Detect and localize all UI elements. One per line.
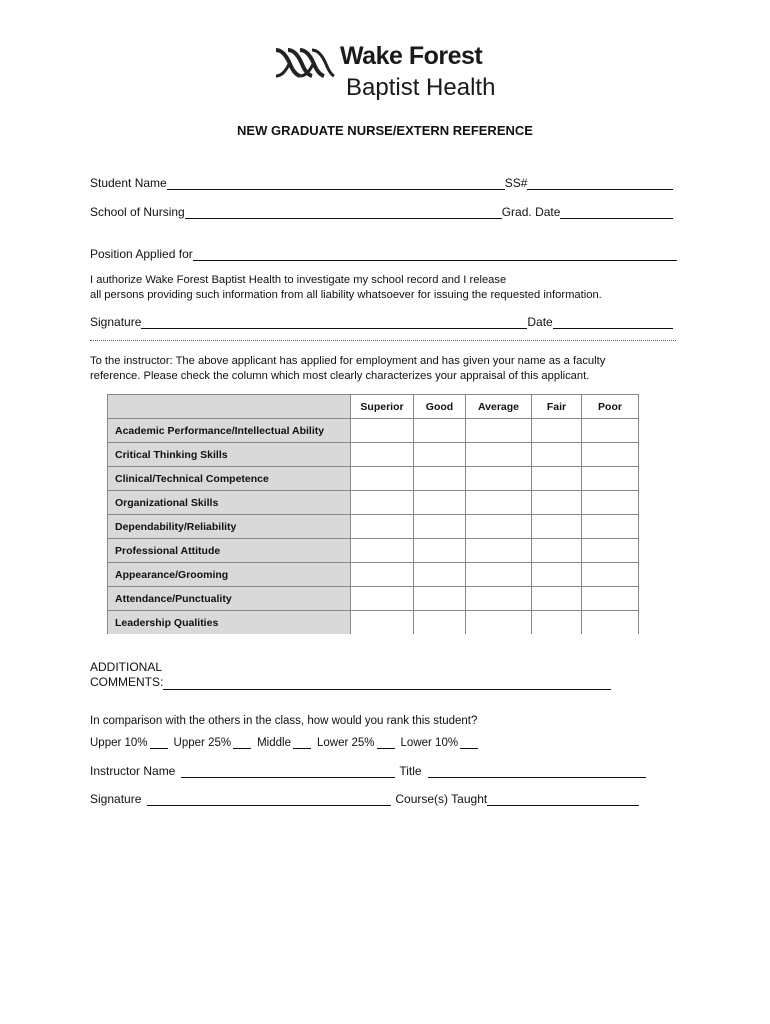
row-label: Critical Thinking Skills: [108, 443, 351, 467]
instructor-signature-label: Signature: [90, 792, 142, 806]
ss-field[interactable]: [527, 177, 673, 190]
table-row: [108, 587, 639, 611]
ranking-question: In comparison with the others in the class, how would you rank this student?: [90, 715, 478, 727]
rating-cell[interactable]: [414, 611, 466, 635]
table-row: [108, 419, 639, 443]
school-label: School of Nursing: [90, 205, 185, 219]
rating-cell[interactable]: [466, 539, 532, 563]
rating-cell[interactable]: [351, 419, 414, 443]
instructor-name-label: Instructor Name: [90, 764, 176, 778]
rating-cell[interactable]: [466, 467, 532, 491]
rating-cell[interactable]: [532, 467, 582, 491]
logo-wordmark-line1: Wake Forest: [340, 42, 483, 70]
rating-cell[interactable]: [414, 491, 466, 515]
table-row: [108, 539, 639, 563]
comments-label-line2: COMMENTS:: [90, 675, 164, 689]
school-row: [90, 203, 673, 219]
rank-option-label: Lower 25%: [316, 737, 375, 749]
rating-cell[interactable]: [582, 443, 639, 467]
courses-taught-label: Course(s) Taught: [395, 792, 488, 806]
rating-cell[interactable]: [466, 563, 532, 587]
rating-cell[interactable]: [532, 443, 582, 467]
student-name-label: Student Name: [90, 176, 167, 190]
table-header-row: [108, 395, 639, 419]
rating-cell[interactable]: [582, 467, 639, 491]
rating-cell[interactable]: [414, 587, 466, 611]
school-field[interactable]: [185, 206, 502, 219]
row-label: Attendance/Punctuality: [108, 587, 351, 611]
rating-cell[interactable]: [532, 419, 582, 443]
rating-cell[interactable]: [351, 587, 414, 611]
rating-cell[interactable]: [466, 611, 532, 635]
rating-cell[interactable]: [414, 419, 466, 443]
rating-cell[interactable]: [414, 563, 466, 587]
rating-cell[interactable]: [582, 491, 639, 515]
student-name-row: [90, 174, 673, 190]
rank-option-label: Upper 10%: [90, 737, 148, 749]
instructor-name-field[interactable]: [181, 765, 395, 778]
position-row: [90, 245, 677, 261]
col-superior: Superior: [351, 395, 414, 419]
rating-cell[interactable]: [582, 587, 639, 611]
rating-table: [107, 394, 639, 634]
rank-option-label: Middle: [257, 737, 291, 749]
rank-option-label: Upper 25%: [173, 737, 232, 749]
rating-cell[interactable]: [414, 443, 466, 467]
instructor-signature-field[interactable]: [147, 793, 391, 806]
instructor-title-label: Title: [399, 764, 422, 778]
col-average: Average: [466, 395, 532, 419]
rating-cell[interactable]: [532, 611, 582, 635]
table-row: [108, 491, 639, 515]
grad-date-label: Grad. Date: [501, 205, 561, 219]
instructor-title-field[interactable]: [428, 765, 646, 778]
rating-cell[interactable]: [351, 611, 414, 635]
rating-cell[interactable]: [582, 563, 639, 587]
table-row: [108, 563, 639, 587]
rating-cell[interactable]: [466, 491, 532, 515]
wfb-logo-mark-icon: [274, 46, 336, 80]
date-field[interactable]: [553, 316, 673, 329]
comments-field[interactable]: [163, 677, 611, 690]
table-row: [108, 611, 639, 635]
row-label: Organizational Skills: [108, 491, 351, 515]
rank-option-field[interactable]: [233, 736, 251, 749]
rank-option-field[interactable]: [150, 736, 168, 749]
table-corner: [108, 395, 351, 419]
col-good: Good: [414, 395, 466, 419]
row-label: Leadership Qualities: [108, 611, 351, 635]
applicant-signature-row: [90, 313, 673, 329]
row-label: Dependability/Reliability: [108, 515, 351, 539]
ss-label: SS#: [504, 176, 528, 190]
signature-label: Signature: [90, 315, 142, 329]
courses-taught-field[interactable]: [487, 793, 639, 806]
position-field[interactable]: [193, 248, 677, 261]
rating-cell[interactable]: [532, 515, 582, 539]
row-label: Academic Performance/Intellectual Ability: [108, 419, 351, 443]
authorization-text: I authorize Wake Forest Baptist Health to investigate my school record and I release all persons providing such information from all liability whatsoever for issuing the requested information.: [90, 274, 602, 301]
logo-wordmark-line2: Baptist Health: [346, 74, 496, 101]
rating-cell[interactable]: [414, 539, 466, 563]
instructor-signature-row: [90, 790, 639, 806]
rating-cell[interactable]: [532, 563, 582, 587]
rating-cell[interactable]: [466, 419, 532, 443]
row-label: Clinical/Technical Competence: [108, 467, 351, 491]
instructor-name-row: [90, 762, 646, 778]
additional-comments: [90, 660, 611, 690]
rating-cell[interactable]: [466, 587, 532, 611]
comments-label-line1: ADDITIONAL: [90, 660, 163, 674]
rank-option-field[interactable]: [293, 736, 311, 749]
rating-cell[interactable]: [532, 587, 582, 611]
rating-cell[interactable]: [351, 515, 414, 539]
rating-cell[interactable]: [351, 491, 414, 515]
rating-cell[interactable]: [466, 515, 532, 539]
student-name-field[interactable]: [167, 177, 505, 190]
rank-option-field[interactable]: [377, 736, 395, 749]
rank-option-field[interactable]: [460, 736, 478, 749]
rating-cell[interactable]: [351, 563, 414, 587]
rating-cell[interactable]: [582, 515, 639, 539]
rating-cell[interactable]: [351, 443, 414, 467]
rating-cell[interactable]: [582, 419, 639, 443]
instructor-note: To the instructor: The above applicant has applied for employment and has given your name as a faculty reference. Please check the column which most clearly characterizes your appraisal of this applicant.: [90, 355, 606, 382]
rating-cell[interactable]: [582, 539, 639, 563]
logo: [274, 40, 504, 106]
signature-field[interactable]: [141, 316, 527, 329]
rating-cell[interactable]: [466, 443, 532, 467]
rank-option-label: Lower 10%: [400, 737, 459, 749]
rating-cell[interactable]: [532, 539, 582, 563]
rating-cell[interactable]: [351, 539, 414, 563]
col-fair: Fair: [532, 395, 582, 419]
position-label: Position Applied for: [90, 247, 193, 261]
table-row: [108, 443, 639, 467]
col-poor: Poor: [582, 395, 639, 419]
rating-cell[interactable]: [414, 467, 466, 491]
row-label: Appearance/Grooming: [108, 563, 351, 587]
rating-cell[interactable]: [582, 611, 639, 635]
grad-date-field[interactable]: [560, 206, 673, 219]
ranking-options: [90, 736, 484, 749]
row-label: Professional Attitude: [108, 539, 351, 563]
table-row: [108, 515, 639, 539]
divider: [90, 340, 676, 341]
rating-cell[interactable]: [414, 515, 466, 539]
table-row: [108, 467, 639, 491]
date-label: Date: [527, 315, 553, 329]
page-title: NEW GRADUATE NURSE/EXTERN REFERENCE: [237, 123, 533, 138]
rating-cell[interactable]: [351, 467, 414, 491]
rating-cell[interactable]: [532, 491, 582, 515]
